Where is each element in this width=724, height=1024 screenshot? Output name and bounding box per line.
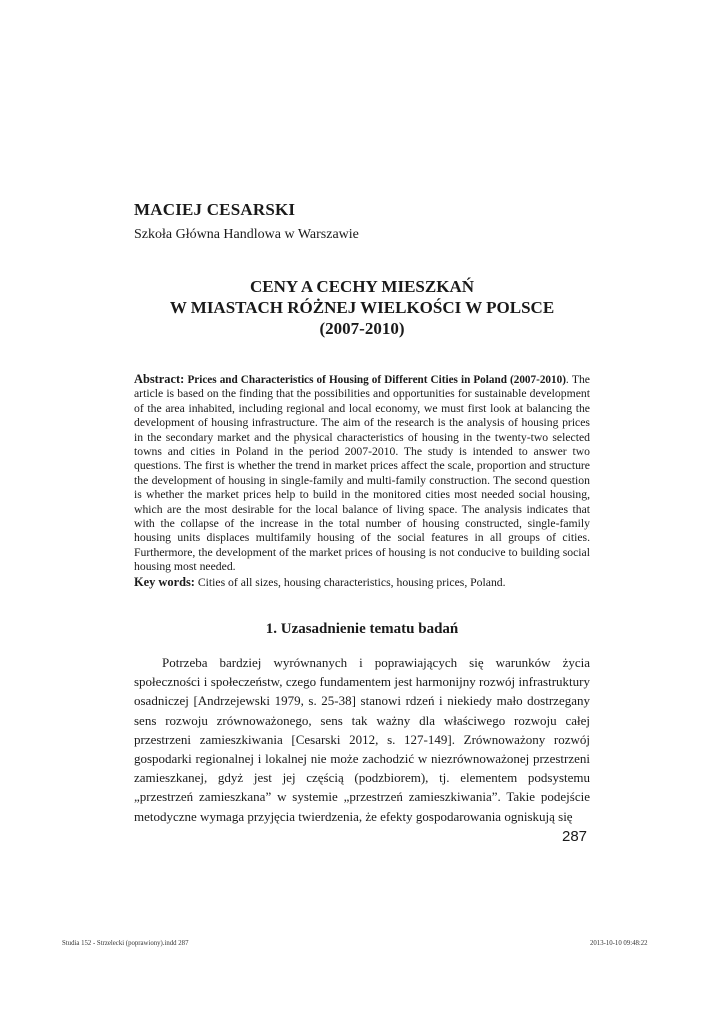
body-paragraph: Potrzeba bardziej wyrównanych i poprawiających się warunków życia społeczności i społeczeństw, czego fundamentem jest harmonijny rozwój infrastruktury osadniczej [Andrzejewski 1979, s. 25-38] stanowi rdzeń i niekiedy mało dostrzegany sens rozwoju zrównoważonego, sens tak ważny dla właściwego rozwoju całej przestrzeni zamieszkiwania [Cesarski 2012, s. 127-149]. Zrównoważony rozwój gospodarki regionalnej i lokalnej nie może zachodzić w niezrównoważonej przestrzeni zamieszkanej, gdyż jest jej częścią (podzbiorem), tj. elementem podsystemu „przestrzeń zamieszkana” w systemie „przestrzeń zamieszkiwania”. Takie podejście metodyczne wymaga przyjęcia twierdzenia, że efekty gospodarowania ogniskują się: [134, 655, 590, 824]
footer-timestamp: 2013-10-10 09:48:22: [590, 940, 648, 947]
page-number: 287: [562, 828, 588, 845]
author-affiliation: Szkoła Główna Handlowa w Warszawie: [134, 227, 359, 242]
footer-file-info: Studia 152 - Strzelecki (poprawiony).indd 287: [62, 940, 189, 947]
title-line-3: (2007-2010): [319, 319, 405, 338]
abstract-english-title: Prices and Characteristics of Housing of Different Cities in Poland (2007-2010): [187, 374, 566, 386]
keywords-label: Key words:: [134, 574, 195, 589]
section-heading: 1. Uzasadnienie tematu badań: [265, 621, 459, 637]
title-line-1: CENY A CECHY MIESZKAŃ: [249, 277, 475, 296]
paper-title: [134, 276, 590, 339]
abstract-text: . The article is based on the finding that the possibilities and opportunities for sustainable development of the area inhabited, including regional and local economy, we must first look at balancing the development of housing infrastructure. The aim of the research is the analysis of housing prices in the secondary market and the physical characteristics of housing in the twenty-two selected towns and cities in Poland in the period 2007-2010. The study is intended to answer two questions. The first is whether the trend in market prices affect the scale, proportion and structure the development of housing in single-family and multi-family construction. The second question is whether the market prices help to build in the monitored cities most needed social housing, which are the most desirable for the local balance of living space. The analysis indicates that with the collapse of the increase in the total number of housing constructed, single-family housing units displaces multifamily housing of the social features in all groups of cities. Furthermore, the development of the market prices of housing is not conducive to building social housing most needed.: [134, 373, 590, 574]
abstract-block: [134, 372, 590, 590]
keywords-text: Cities of all sizes, housing characteristics, housing prices, Poland.: [194, 575, 506, 589]
title-line-2: W MIASTACH RÓŻNEJ WIELKOŚCI W POLSCE: [169, 298, 555, 317]
keywords-line: [134, 575, 590, 590]
abstract-label: Abstract:: [134, 372, 185, 386]
author-name: MACIEJ CESARSKI: [134, 200, 296, 219]
